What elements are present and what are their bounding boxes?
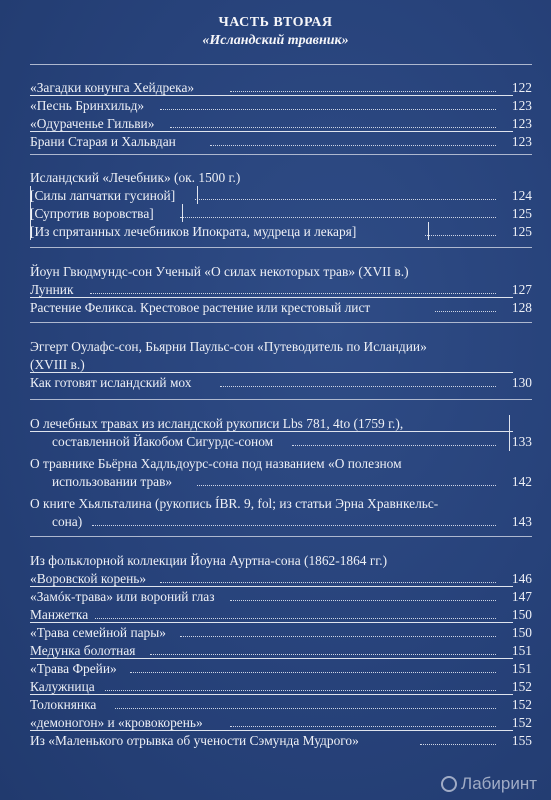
rule-line — [509, 415, 510, 451]
rule-line — [30, 730, 513, 731]
toc-entry-continuation[interactable] — [52, 513, 532, 530]
toc-entry-title: «Одураченье Гильви» — [30, 116, 155, 131]
toc-entry-title: «демоногон» и «кровокорень» — [30, 715, 203, 730]
toc-entry-title: Брани Старая и Хальвдан — [30, 134, 176, 149]
section-separator — [30, 247, 532, 248]
dot-leader — [230, 91, 496, 92]
toc-entry-title: «Трава Фрейи» — [30, 661, 117, 676]
dot-leader — [210, 145, 496, 146]
toc-entry-title: «Трава семейной пары» — [30, 625, 166, 640]
toc-entry-page: 151 — [511, 661, 532, 676]
toc-entry-page: 125 — [511, 206, 532, 221]
toc-entry[interactable] — [30, 495, 532, 512]
toc-entry-page: 125 — [511, 224, 532, 239]
rule-line — [30, 431, 513, 432]
toc-entry[interactable] — [30, 115, 532, 132]
toc-entry-page: 152 — [511, 715, 532, 730]
toc-entry[interactable] — [30, 732, 532, 749]
dot-leader — [90, 293, 496, 294]
toc-header — [0, 0, 551, 49]
toc-entry[interactable] — [30, 678, 532, 695]
toc-entry-page: 155 — [511, 733, 532, 748]
toc-entry[interactable] — [30, 660, 532, 677]
dot-leader — [230, 600, 496, 601]
part-subtitle: «Исландский травник» — [202, 33, 349, 48]
toc-entry-page: 150 — [511, 625, 532, 640]
toc-entry-page: 133 — [511, 434, 532, 449]
toc-entry-title-line1: О травнике Бьёрна Хадльдоурс-сона под названием «О полезном — [30, 456, 402, 471]
dot-leader — [170, 127, 496, 128]
toc-entry-page: 146 — [511, 571, 532, 586]
toc-entry-page: 143 — [511, 514, 532, 529]
watermark-logo: Лабиринт — [441, 774, 537, 794]
toc-entry-title: Медунка болотная — [30, 643, 136, 658]
rule-line — [30, 95, 513, 96]
toc-entry-page: 152 — [511, 679, 532, 694]
toc-entry[interactable] — [30, 570, 532, 587]
section-separator — [30, 64, 532, 65]
toc-entry-title: «Загадки конунга Хейдрека» — [30, 80, 195, 95]
toc-entry-title: [Супротив воровства] — [30, 206, 154, 221]
toc-entry-page: 123 — [511, 116, 532, 131]
rule-line — [182, 204, 183, 222]
toc-entry[interactable] — [30, 223, 532, 240]
dot-leader — [220, 386, 496, 387]
toc-entry-title: Растение Феликса. Крестовое растение или крестовый лист — [30, 300, 371, 315]
toc-entry[interactable] — [30, 133, 532, 150]
dot-leader — [420, 744, 496, 745]
toc-entry-title-line2: составленной Йакобом Сигурдс-соном — [52, 434, 274, 449]
section-heading: Из фольклорной коллекции Йоуна Ауртна-сона (1862-1864 гг.) — [30, 553, 388, 568]
toc-entry-page: 123 — [511, 134, 532, 149]
rule-line — [30, 622, 513, 623]
dot-leader — [115, 708, 496, 709]
toc-entry-page: 123 — [511, 98, 532, 113]
dot-leader — [92, 525, 496, 526]
toc-entry-title-line2: использовании трав» — [52, 474, 173, 489]
toc-entry[interactable] — [30, 455, 532, 472]
dot-leader — [150, 654, 496, 655]
rule-line — [30, 694, 513, 695]
section-separator — [30, 154, 532, 155]
dot-leader — [160, 582, 496, 583]
toc-entry-title-line2: сона) — [52, 514, 83, 529]
dot-leader — [425, 235, 496, 236]
section-heading: Исландский «Лечебник» (ок. 1500 г.) — [30, 170, 241, 185]
dot-leader — [180, 636, 496, 637]
toc-entry-page: 127 — [511, 282, 532, 297]
toc-entry-continuation[interactable] — [52, 433, 532, 450]
toc-entry[interactable] — [30, 714, 532, 731]
toc-entry-title-line1: О лечебных травах из исландской рукописи Lbs 781, 4to (1759 г.), — [30, 416, 404, 431]
dot-leader — [95, 618, 496, 619]
section-separator — [30, 536, 532, 537]
dot-leader — [160, 109, 496, 110]
toc-entry-title: [Силы лапчатки гусиной] — [30, 188, 176, 203]
dot-leader — [230, 726, 496, 727]
dot-leader — [292, 445, 496, 446]
toc-entry-page: 130 — [511, 375, 532, 390]
labyrinth-icon — [441, 776, 457, 792]
rule-line — [30, 186, 31, 240]
dot-leader — [435, 311, 496, 312]
toc-entry[interactable] — [30, 588, 532, 605]
toc-entry-page: 142 — [511, 474, 532, 489]
toc-entry[interactable] — [30, 696, 532, 713]
toc-entry-title: «Замóк-трава» или вороний глаз — [30, 589, 215, 604]
dot-leader — [180, 217, 496, 218]
toc-entry[interactable] — [30, 97, 532, 114]
toc-entry-title: Калужница — [30, 679, 95, 694]
toc-entry-title: [Из спрятанных лечебников Ипократа, мудреца и лекаря] — [30, 224, 357, 239]
section-heading: Эггерт Оулафс-сон, Бьярни Паульс-сон «Путеводитель по Исландии» — [30, 339, 427, 354]
toc-entry[interactable] — [30, 415, 532, 432]
toc-entry[interactable] — [30, 205, 532, 222]
toc-entry[interactable] — [30, 624, 532, 641]
rule-line — [428, 222, 429, 240]
toc-entry-page: 124 — [511, 188, 532, 203]
toc-entry-title-line1: О книге Хьяльталина (рукопись ÍBR. 9, fol; из статьи Эрна Хравнкельс- — [30, 496, 439, 511]
toc-entry-continuation[interactable] — [52, 473, 532, 490]
toc-entry-title: «Песнь Бринхильд» — [30, 98, 145, 113]
toc-entry-page: 122 — [511, 80, 532, 95]
toc-entry-page: 151 — [511, 643, 532, 658]
section-heading: Йоун Гвюдмундс-сон Ученый «О силах некоторых трав» (XVII в.) — [30, 264, 409, 279]
toc-entry-title: Манжетка — [30, 607, 89, 622]
dot-leader — [130, 672, 496, 673]
toc-entry[interactable] — [30, 642, 532, 659]
rule-line — [30, 131, 513, 132]
section-separator — [30, 399, 532, 400]
toc-entry-page: 150 — [511, 607, 532, 622]
toc-entry[interactable] — [30, 281, 532, 298]
toc-entry-title: «Воровской корень» — [30, 571, 147, 586]
toc-entry-title: Как готовят исландский мох — [30, 375, 192, 390]
dot-leader — [105, 690, 496, 691]
toc-entry[interactable] — [30, 374, 532, 391]
toc-entry-title: Толокнянка — [30, 697, 97, 712]
section-separator — [30, 322, 532, 323]
section-heading: (XVIII в.) — [30, 357, 85, 372]
toc-entry[interactable] — [30, 606, 532, 623]
dot-leader — [197, 485, 496, 486]
rule-line — [30, 297, 513, 298]
rule-line — [30, 586, 513, 587]
toc-entry-page: 147 — [511, 589, 532, 604]
rule-line — [197, 186, 198, 204]
toc-entry[interactable] — [30, 187, 532, 204]
toc-entry-title: Лунник — [30, 282, 74, 297]
rule-line — [30, 372, 513, 373]
toc-entry-title: Из «Маленького отрывка об учености Сэмунда Мудрого» — [30, 733, 359, 748]
toc-entry[interactable] — [30, 79, 532, 96]
toc-entry[interactable] — [30, 299, 532, 316]
dot-leader — [195, 199, 496, 200]
toc-entry-page: 128 — [511, 300, 532, 315]
part-title: ЧАСТЬ ВТОРАЯ — [218, 15, 333, 30]
toc-entry-page: 152 — [511, 697, 532, 712]
rule-line — [30, 658, 513, 659]
